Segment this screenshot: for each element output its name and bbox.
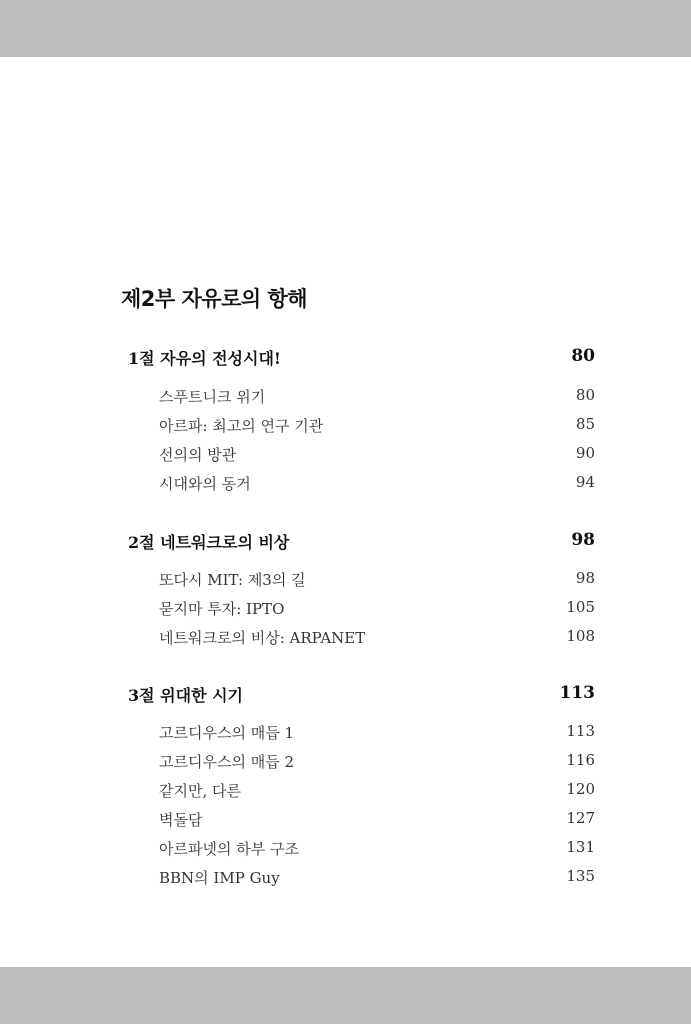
entry-page-number: 127 xyxy=(566,809,595,827)
entry-title: 고르디우스의 매듭 1 xyxy=(159,724,295,742)
toc-entry[interactable] xyxy=(0,780,691,806)
section-page-number: 113 xyxy=(559,683,595,703)
entry-page-number: 85 xyxy=(575,415,595,433)
section-title: 2절 네트워크로의 비상 xyxy=(128,533,290,552)
entry-page-number: 113 xyxy=(566,722,595,740)
part-title: 제2부 자유로의 항해 xyxy=(121,287,308,311)
entry-title: 아르파: 최고의 연구 기관 xyxy=(159,417,324,435)
entry-title: 네트워크로의 비상: ARPANET xyxy=(159,629,366,647)
entry-page-number: 98 xyxy=(575,569,595,587)
section-page-number: 80 xyxy=(571,346,595,366)
entry-page-number: 90 xyxy=(575,444,595,462)
entry-page-number: 120 xyxy=(566,780,595,798)
entry-title: 스푸트니크 위기 xyxy=(159,388,266,406)
section-heading-row[interactable] xyxy=(0,530,691,556)
toc-entry[interactable] xyxy=(0,569,691,595)
toc-entry[interactable] xyxy=(0,867,691,893)
toc-entry[interactable] xyxy=(0,473,691,499)
toc-entry[interactable] xyxy=(0,838,691,864)
entry-title: 아르파넷의 하부 구조 xyxy=(159,840,299,858)
entry-title: 같지만, 다른 xyxy=(159,782,241,800)
entry-page-number: 116 xyxy=(566,751,595,769)
entry-page-number: 131 xyxy=(566,838,595,856)
entry-page-number: 80 xyxy=(575,386,595,404)
section-title: 1절 자유의 전성시대! xyxy=(128,349,281,368)
entry-title: 벽돌담 xyxy=(159,811,203,829)
section-heading-row[interactable] xyxy=(0,346,691,372)
toc-entry[interactable] xyxy=(0,809,691,835)
toc-entry[interactable] xyxy=(0,598,691,624)
section-page-number: 98 xyxy=(571,530,595,550)
toc-entry[interactable] xyxy=(0,722,691,748)
entry-title: BBN의 IMP Guy xyxy=(159,869,280,887)
toc-entry[interactable] xyxy=(0,415,691,441)
toc-entry[interactable] xyxy=(0,627,691,653)
entry-title: 묻지마 투자: IPTO xyxy=(159,600,285,618)
top-gray-band xyxy=(0,0,691,57)
entry-page-number: 105 xyxy=(566,598,595,616)
toc-entry[interactable] xyxy=(0,386,691,412)
entry-page-number: 94 xyxy=(575,473,595,491)
entry-title: 또다시 MIT: 제3의 길 xyxy=(159,571,306,589)
entry-page-number: 135 xyxy=(566,867,595,885)
toc-entry[interactable] xyxy=(0,751,691,777)
bottom-gray-band xyxy=(0,967,691,1024)
section-title: 3절 위대한 시기 xyxy=(128,686,244,705)
entry-title: 고르디우스의 매듭 2 xyxy=(159,753,295,771)
entry-title: 선의의 방관 xyxy=(159,446,237,464)
toc-entry[interactable] xyxy=(0,444,691,470)
entry-page-number: 108 xyxy=(566,627,595,645)
section-heading-row[interactable] xyxy=(0,683,691,709)
entry-title: 시대와의 동거 xyxy=(159,475,251,493)
